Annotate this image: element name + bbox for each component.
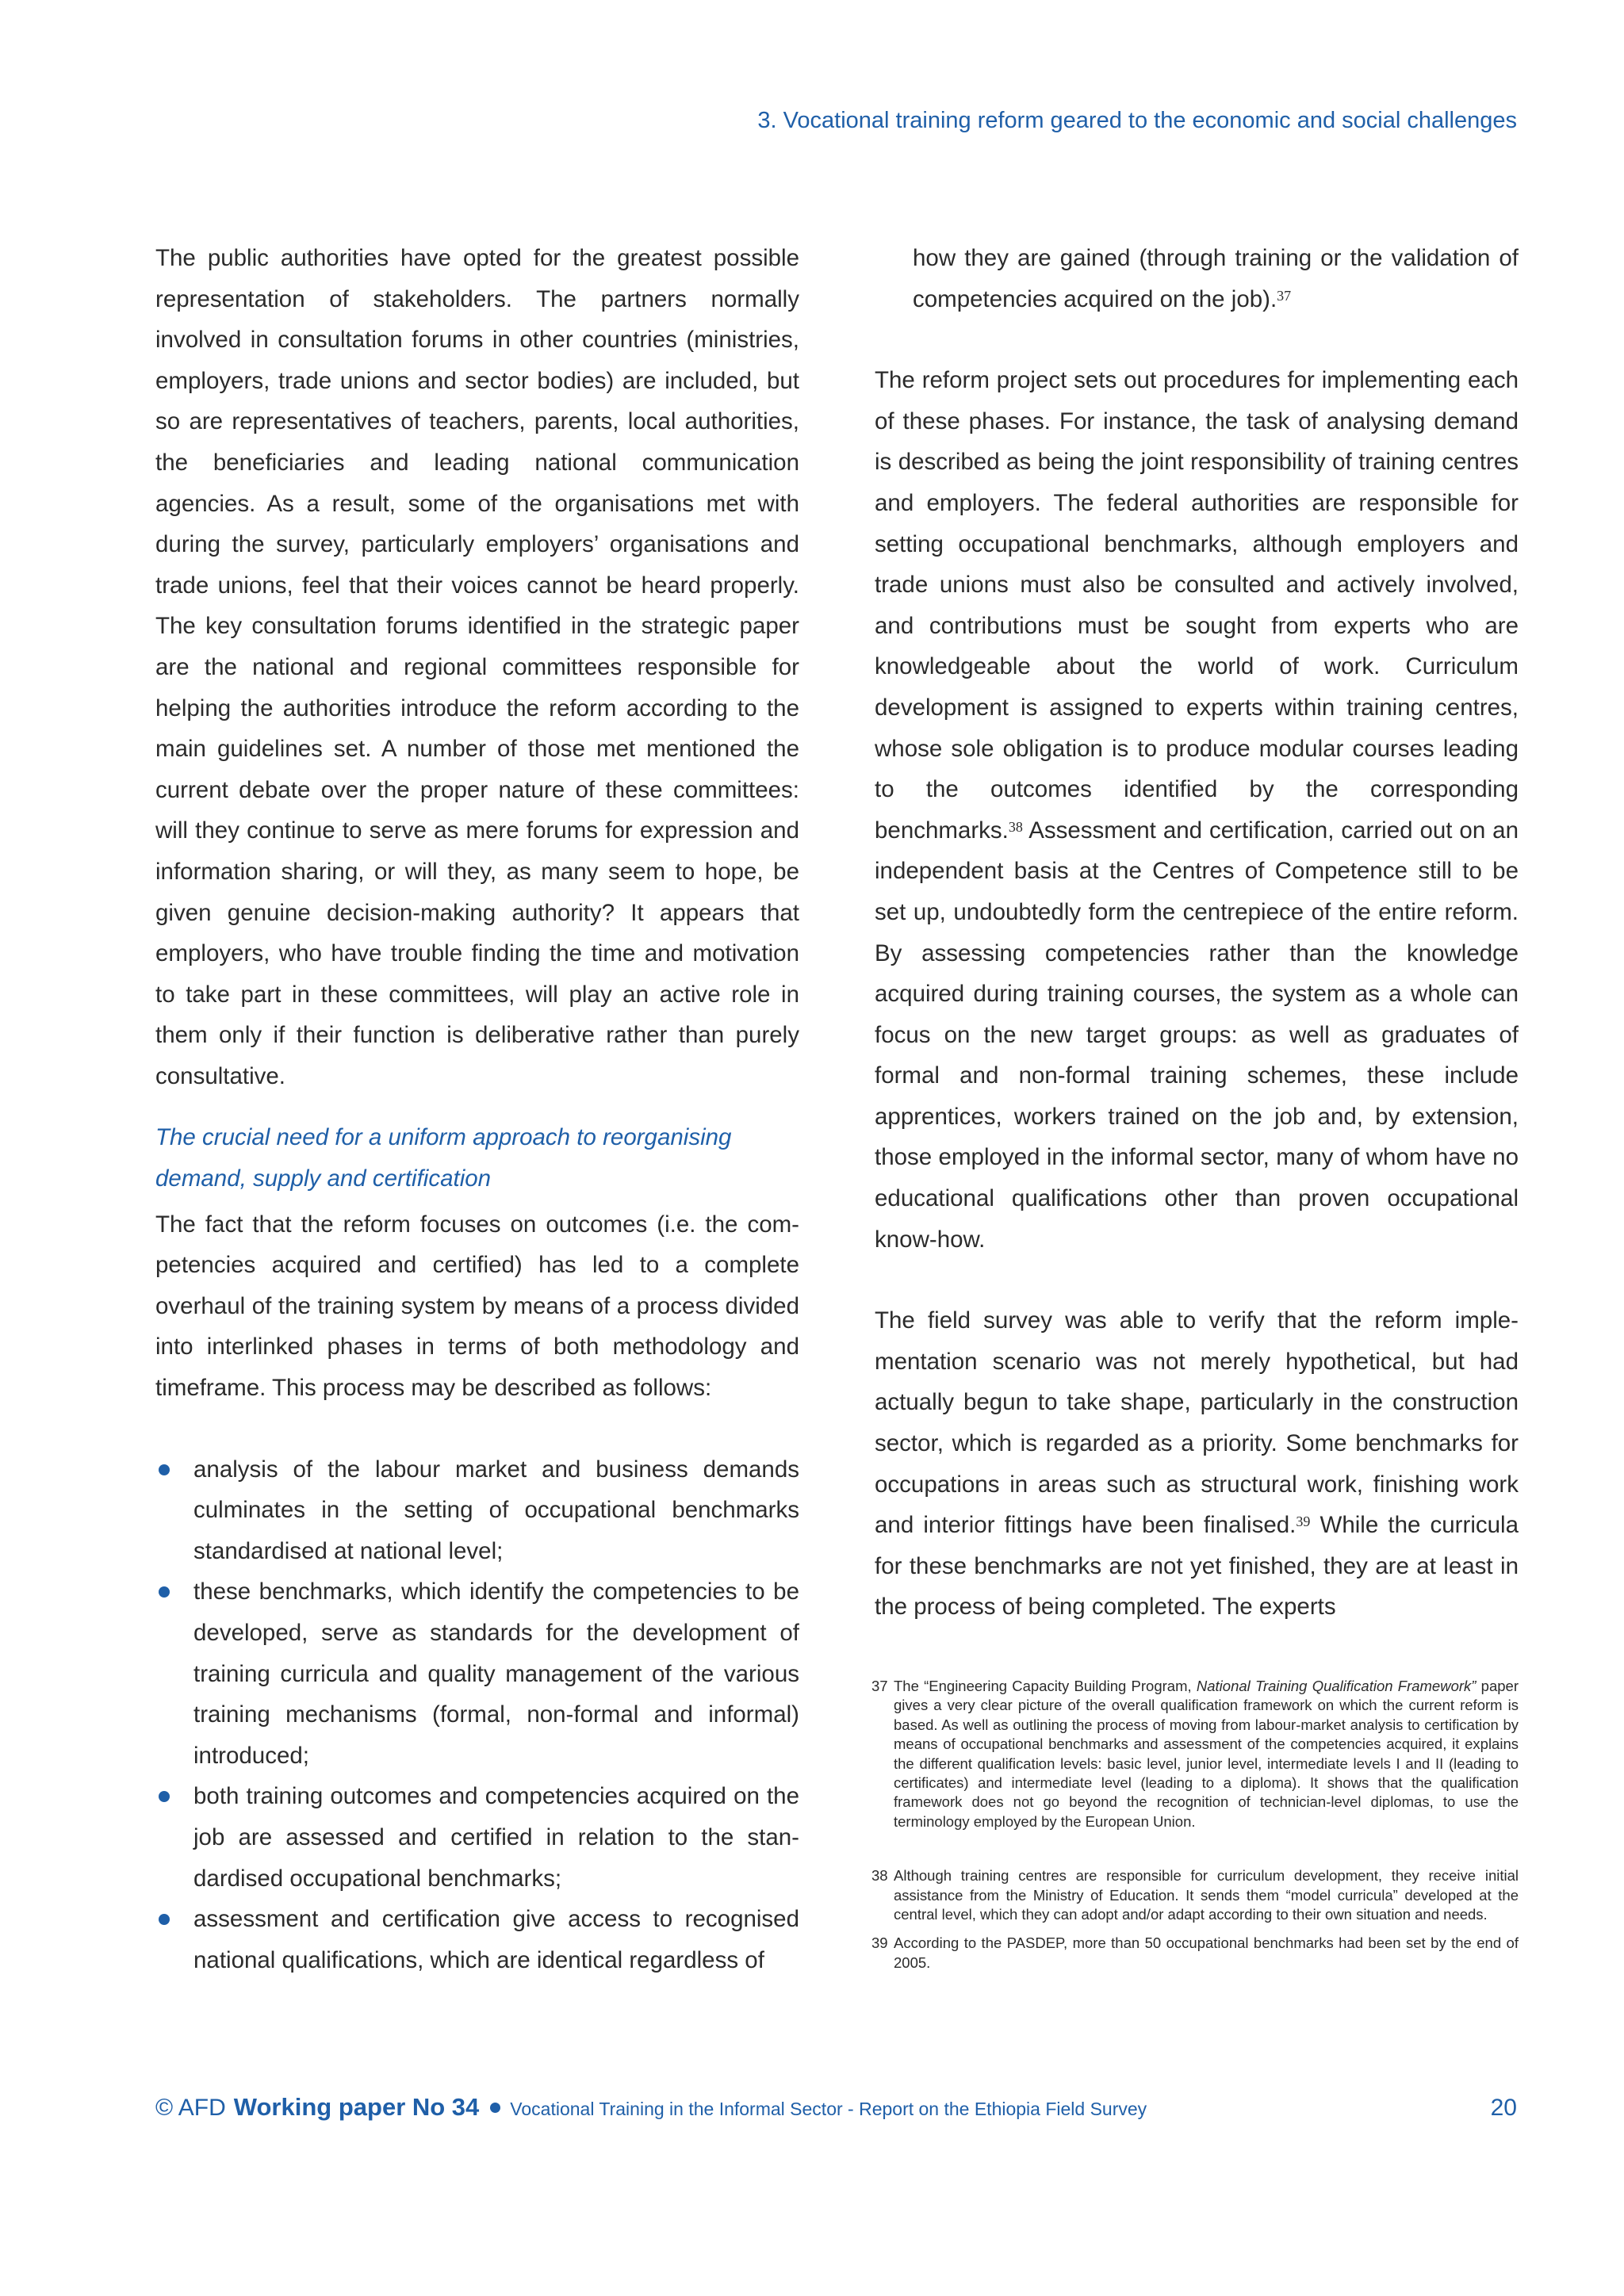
process-bullet-list [155, 1449, 799, 1981]
footnote-number: 39 [871, 1934, 888, 1952]
footnote-38 [871, 1866, 1519, 1924]
bullet-icon [159, 1586, 170, 1598]
body-paragraph: The public authorities have opted for the greatest possible representation of stakeholders. The partners normally involved in consultation forums in other countries (ministries, employers, trade unions and sector bodies) are included, but so are representatives of teachers, parents, local authorities, the beneficiaries and leading national communication agencies. As a result, some of the organisations met with during the survey, particularly employers’ organisations and trade unions, feel that their voices cannot be heard properly. The key consultation forums identified in the strategic paper are the national and regional committees responsible for helping the authorities introduce the reform according to the main guidelines set. A number of those met mentioned the current debate over the proper nature of these committees: will they continue to serve as mere forums for expression and information sharing, or will they, as many seem to hope, be given genuine decision-making authority? It appears that employers, who have trouble finding the time and motivation to take part in these committees, will play an active role in them only if their function is deliberative rather than purely consultative. [155, 245, 799, 1089]
running-header: 3. Vocational training reform geared to the economic and social challenges [757, 108, 1517, 133]
list-item [155, 1776, 799, 1899]
footnote-ref-37[interactable]: 37 [1277, 287, 1292, 304]
bullet-icon [159, 1914, 170, 1925]
spacer [155, 1409, 799, 1449]
list-item-text: these benchmarks, which identify the competencies to be developed, serve as standards for the development of training curricula and quality management of the various training mechanisms (formal, non-formal and informal) introduced; [193, 1578, 799, 1769]
bullet-continuation-text: how they are gained (through training or the validation of competencies acquired on the job). [913, 245, 1519, 312]
footnote-text [894, 1677, 1519, 1831]
footnote-text-part: paper gives a very clear picture of the overall qualification framework on which the current reform is based. As well as outlining the process of moving from labour-market analysis to certification by means of occupational benchmarks and assessment of the competencies acquired, it explains the different qualification levels: basic level, junior level, intermediate levels I and II (leading to certificates) and intermediate level (leading to a diploma). It shows that the qualification framework does not go beyond the recognition of technician-level diplomas, to use the terminology employed by the European Union. [894, 1678, 1519, 1830]
body-paragraph: The fact that the reform focuses on outcomes (i.e. the competencies acquired and certified) has led to a complete overhaul of the training system by means of a process divided into interlinked phases in terms of both methodology and timeframe. This process may be described as follows: [155, 1211, 799, 1402]
paragraph-text: The reform project sets out procedures for implementing each of these phases. For instance, the task of analysing demand is described as being the joint responsibility of training centres and employers. The federal authorities are responsible for setting occupational benchmarks, although employers and trade unions must also be consulted and actively involved, and contributions must be sought from experts who are knowledgeable about the world of work. Curriculum development is assigned to experts within training centres, whose sole obligation is to produce modular courses leading to the outcomes identified by the corresponding benchmarks. [875, 367, 1519, 844]
page-footer [155, 2093, 1517, 2122]
list-item-text: assessment and certification give access to recognised national qualifications, which are identical regardless of [193, 1906, 799, 1973]
section-subheading: The crucial need for a uniform approach to reorganising demand, supply and certification [155, 1124, 732, 1192]
report-subtitle: Vocational Training in the Informal Sector - Report on the Ethiopia Field Survey [510, 2099, 1147, 2119]
paragraph-text: The field survey was able to verify that the reform implementation scenario was not merely hypothetical, but had actually begun to take shape, particularly in the construction sector, which is regarded as a priority. Some benchmarks for occupations in areas such as structural work, finishing work and interior fittings have been finalised. [875, 1307, 1519, 1539]
bullet-continuation [875, 238, 1519, 320]
left-column [155, 238, 799, 1980]
spacer [875, 320, 1519, 360]
footnotes [871, 1677, 1519, 1973]
footnote-title: National Training Qualification Framework” [1196, 1678, 1477, 1694]
spacer [875, 1260, 1519, 1300]
list-item [155, 1571, 799, 1776]
footnote-39 [871, 1934, 1519, 1973]
copyright: © AFD [155, 2095, 226, 2121]
footnote-ref-38[interactable]: 38 [1008, 818, 1023, 835]
list-item [155, 1899, 799, 1980]
footnote-text: Although training centres are responsible for curriculum development, they receive initial assistance from the Ministry of Education. It sends them “model curricula” developed at the central level, which they can adopt and/or adapt according to their own situation and needs. [894, 1867, 1519, 1923]
paragraph-text: Assessment and certification, carried out on an independent basis at the Centres of Competence still to be set up, undoubtedly form the centrepiece of the entire reform. By assessing competencies rather than the knowledge acquired during training courses, the system as a whole can focus on the new target groups: as well as graduates of formal and non-formal training schemes, these include apprentices, workers trained on the job and, by extension, those employed in the informal sector, many of whom have no educational qualifications other than proven occupational know-how. [875, 817, 1519, 1253]
list-item-text: both training outcomes and competencies acquired on the job are assessed and certified in relation to the standardised occupational benchmarks; [193, 1783, 799, 1892]
footnote-number: 38 [871, 1867, 888, 1885]
footnote-text-part: The “Engineering Capacity Building Program, [894, 1678, 1197, 1694]
footnote-number: 37 [871, 1678, 888, 1694]
separator-dot-icon [490, 2103, 500, 2113]
footnote-37 [871, 1677, 1519, 1831]
series-title: Working paper No 34 [233, 2093, 480, 2121]
bullet-icon [159, 1464, 170, 1475]
footnote-ref-39[interactable]: 39 [1296, 1513, 1311, 1530]
list-item [155, 1449, 799, 1572]
bullet-icon [159, 1791, 170, 1802]
right-column [875, 238, 1519, 1628]
footnote-text: According to the PASDEP, more than 50 occupational benchmarks had been set by the end of 2005. [894, 1934, 1519, 1971]
body-paragraph [875, 360, 1519, 1260]
list-item-text: analysis of the labour market and business demands culminates in the setting of occupational benchmarks standardised at national level; [193, 1456, 799, 1564]
paragraph-text: While the curricula for these benchmarks are not yet finished, they are at least in the process of being completed. The experts [875, 1512, 1519, 1621]
page-number: 20 [1490, 2095, 1517, 2121]
body-paragraph [875, 1300, 1519, 1628]
